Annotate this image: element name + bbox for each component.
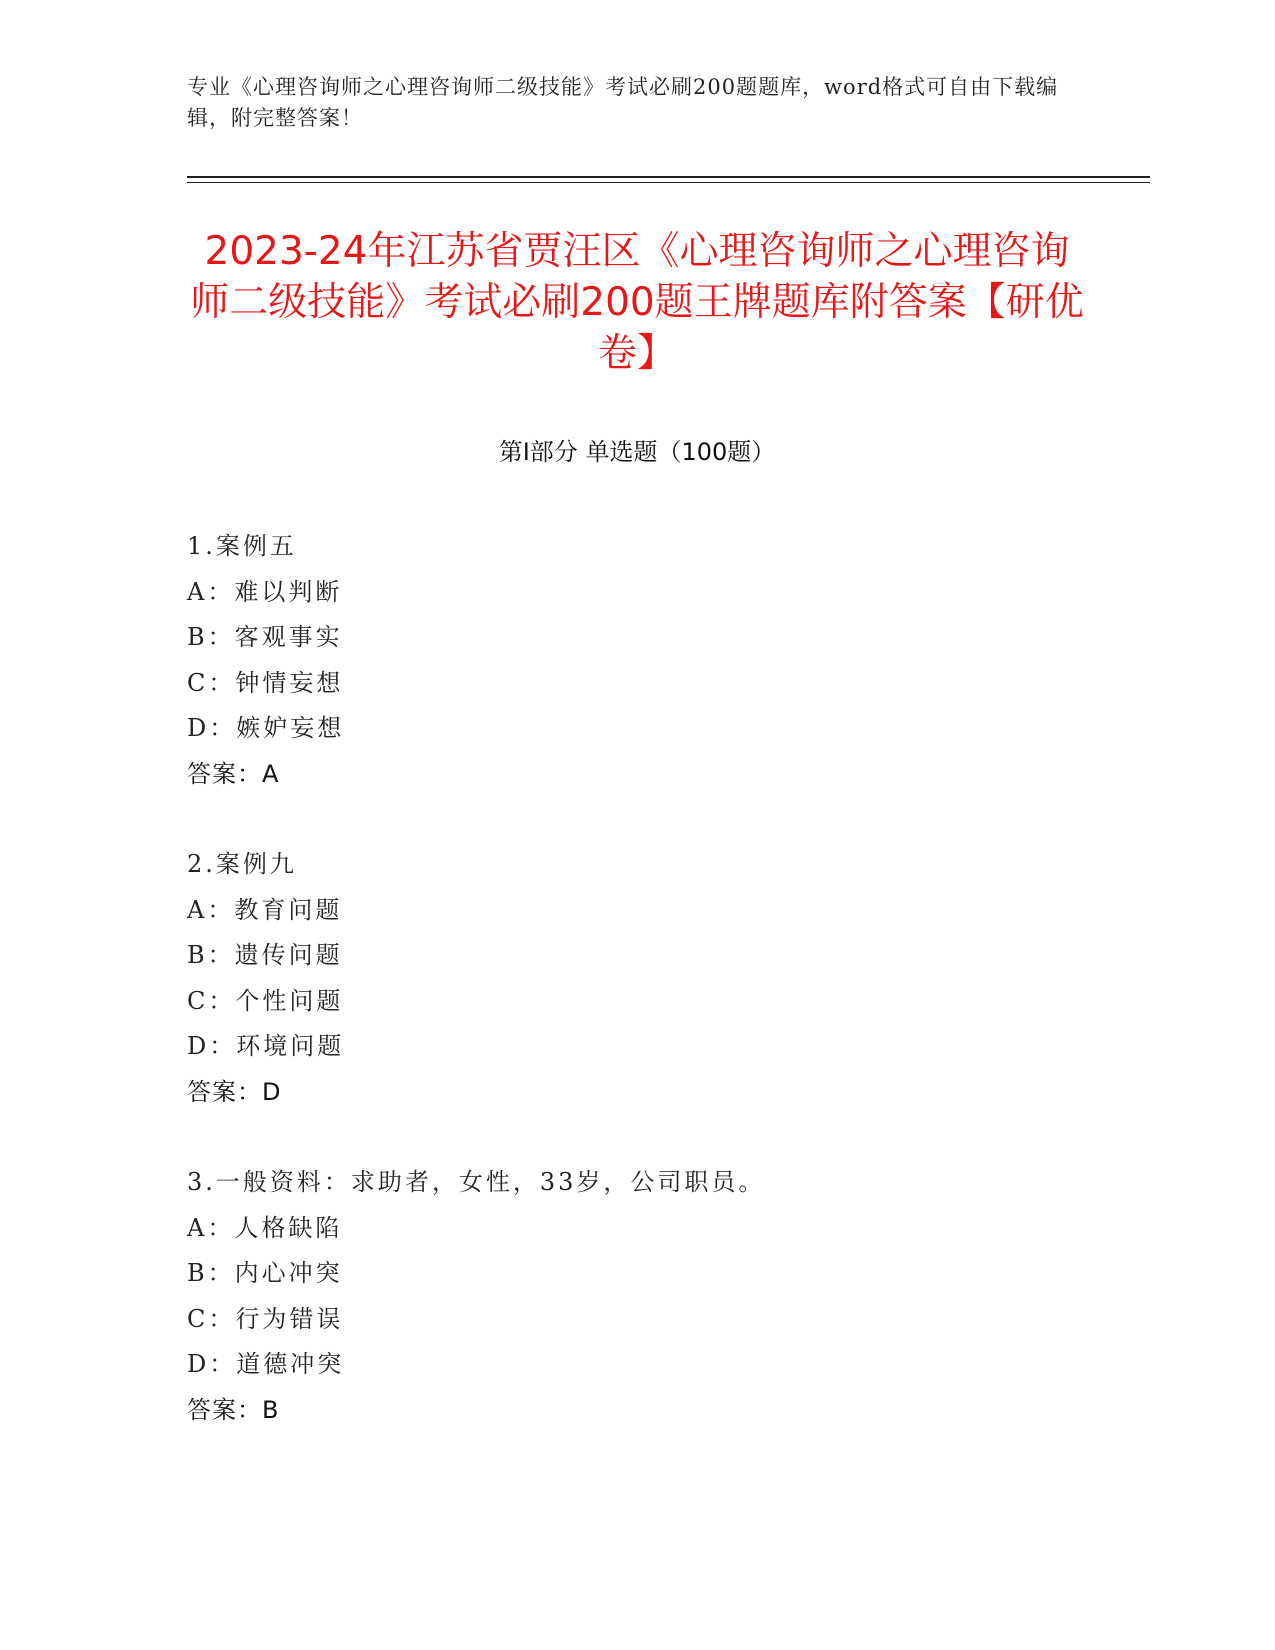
page-title: 2023-24年江苏省贾汪区《心理咨询师之心理咨询师二级技能》考试必刷200题王牌题库附答案【研优卷】 <box>190 229 1084 376</box>
intro-text: 专业《心理咨询师之心理咨询师二级技能》考试必刷200题题库，word格式可自由下载编辑，附完整答案！ <box>187 75 1059 130</box>
question-2 <box>187 842 1087 1115</box>
question-1 <box>187 524 1087 797</box>
option-a: A：教育问题 <box>187 895 343 924</box>
section-heading: 第Ⅰ部分 单选题（100题） <box>498 438 776 466</box>
option-c: C：钟情妄想 <box>187 668 344 697</box>
question-stem: 3.一般资料：求助者，女性，33岁，公司职员。 <box>187 1168 766 1196</box>
option-b: B：客观事实 <box>187 623 343 651</box>
option-c: C：行为错误 <box>187 1304 344 1333</box>
option-d: D：嫉妒妄想 <box>187 714 345 742</box>
option-d: D：环境问题 <box>187 1032 345 1060</box>
option-c: C：个性问题 <box>187 986 344 1015</box>
question-stem: 1.案例五 <box>187 532 297 560</box>
header-rule-thick <box>187 176 1150 178</box>
answer: 答案：B <box>187 1395 280 1424</box>
option-b: B：内心冲突 <box>187 1259 343 1287</box>
option-a: A：难以判断 <box>187 577 343 606</box>
option-b: B：遗传问题 <box>187 941 343 969</box>
question-stem: 2.案例九 <box>187 850 297 878</box>
header-rule-thin <box>187 182 1150 183</box>
option-d: D：道德冲突 <box>187 1350 345 1378</box>
question-3 <box>187 1160 1087 1433</box>
answer: 答案：D <box>187 1077 282 1106</box>
answer: 答案：A <box>187 759 280 788</box>
option-a: A：人格缺陷 <box>187 1213 343 1242</box>
